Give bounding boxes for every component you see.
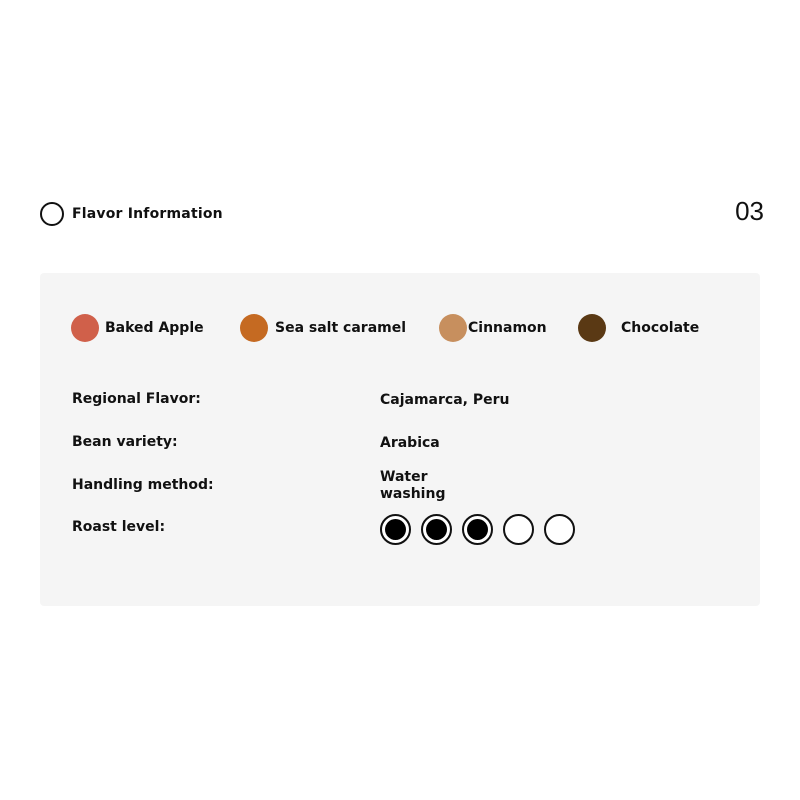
roast-dot-filled-icon: [421, 514, 452, 545]
flavor-item-chocolate: [578, 314, 699, 342]
color-swatch-icon: [578, 314, 606, 342]
flavor-label: Chocolate: [621, 320, 700, 336]
section-number: 03: [735, 196, 764, 226]
flavor-item-cinnamon: [439, 314, 547, 342]
flavor-item-sea-salt-caramel: [240, 314, 406, 342]
roast-level-indicator: [380, 514, 585, 545]
handling-method-value-line1: Water: [380, 469, 428, 485]
section-header: [40, 200, 400, 228]
color-swatch-icon: [71, 314, 99, 342]
bean-variety-label: Bean variety:: [72, 434, 178, 450]
roast-level-label: Roast level:: [72, 519, 166, 535]
bean-variety-value: Arabica: [380, 435, 440, 451]
regional-flavor-label: Regional Flavor:: [72, 391, 201, 407]
color-swatch-icon: [240, 314, 268, 342]
flavor-label: Baked Apple: [105, 320, 204, 336]
roast-dot-empty-icon: [544, 514, 575, 545]
flavor-card: [40, 273, 760, 606]
roast-dot-fill: [467, 519, 488, 540]
roast-dot-filled-icon: [380, 514, 411, 545]
roast-dot-filled-icon: [462, 514, 493, 545]
color-swatch-icon: [439, 314, 467, 342]
flavor-label: Cinnamon: [468, 320, 547, 336]
handling-method-label: Handling method:: [72, 477, 214, 493]
circle-icon: [40, 202, 64, 226]
roast-dot-empty-icon: [503, 514, 534, 545]
handling-method-value: [380, 469, 445, 503]
regional-flavor-value: Cajamarca, Peru: [380, 392, 510, 408]
section-title: Flavor Information: [72, 206, 223, 222]
roast-dot-fill: [426, 519, 447, 540]
flavor-item-baked-apple: [71, 314, 204, 342]
roast-dot-fill: [385, 519, 406, 540]
handling-method-value-line2: washing: [380, 486, 446, 502]
flavor-label: Sea salt caramel: [275, 320, 407, 336]
